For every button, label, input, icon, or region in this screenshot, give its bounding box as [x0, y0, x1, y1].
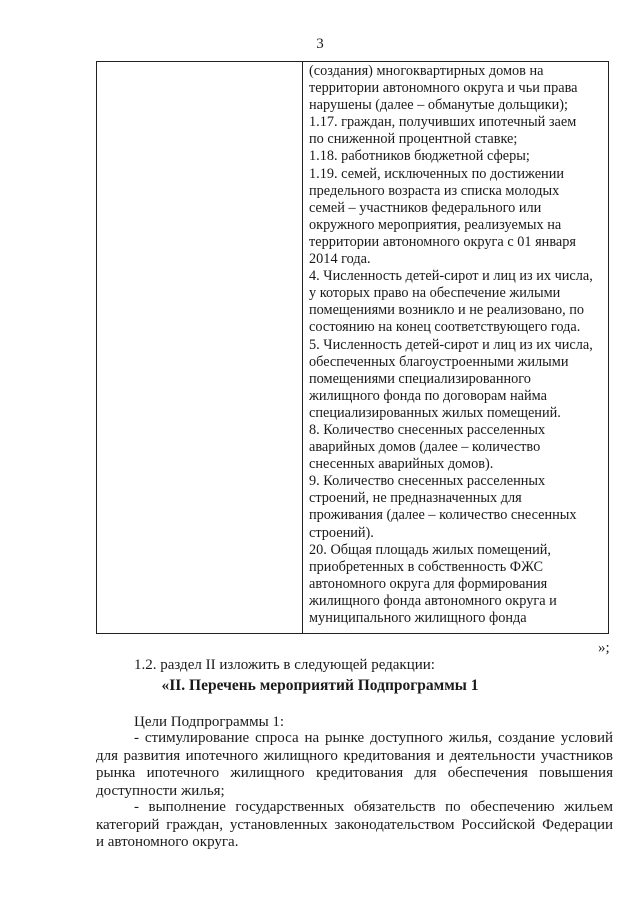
- cell-line: предельного возраста из списка молодых: [309, 182, 560, 199]
- closing-quote: »;: [598, 640, 610, 656]
- cell-line: 20. Общая площадь жилых помещений,: [309, 541, 551, 558]
- goals-label: Цели Подпрограммы 1:: [134, 714, 285, 730]
- table-left-cell: [97, 62, 302, 633]
- paragraph-line: - стимулирование спроса на рынке доступного жилья, создание условий: [134, 730, 613, 746]
- cell-line: строений).: [309, 524, 374, 541]
- cell-line: снесенных аварийных домов).: [309, 456, 494, 473]
- goal-2-paragraph: [96, 799, 613, 852]
- section-heading: «II. Перечень мероприятий Подпрограммы 1: [161, 677, 479, 694]
- cell-line: 1.17. граждан, получивших ипотечный заем: [309, 114, 577, 131]
- cell-line: приобретенных в собственность ФЖС: [309, 558, 544, 575]
- cell-line: 9. Количество снесенных расселенных: [309, 473, 546, 490]
- cell-line: аварийных домов (далее – количество: [309, 439, 541, 456]
- paragraph-line: для развития ипотечного жилищного кредитования и деятельности участников: [96, 747, 613, 764]
- paragraph-line: доступности жилья;: [96, 782, 225, 799]
- cell-line: семей – участников федерального или: [309, 199, 542, 216]
- amendment-clause: 1.2. раздел II изложить в следующей редакции:: [134, 657, 435, 673]
- page-number: 3: [316, 36, 324, 52]
- table-right-cell: [309, 63, 605, 627]
- cell-line: строений, не предназначенных для: [309, 490, 522, 507]
- table-column-divider: [302, 62, 303, 633]
- cell-line: нарушены (далее – обманутые дольщики);: [309, 97, 568, 114]
- cell-line: жилищного фонда автономного округа и: [309, 592, 557, 609]
- cell-line: обеспеченных благоустроенными жилыми: [309, 353, 569, 370]
- paragraph-line: и автономного округа.: [96, 834, 239, 851]
- cell-line: специализированных жилых помещений.: [309, 404, 561, 421]
- cell-line: территории автономного округа с 01 января: [309, 233, 576, 250]
- cell-line: 2014 года.: [309, 251, 371, 268]
- paragraph-line: категорий граждан, установленных законодательством Российской Федерации: [96, 816, 613, 833]
- cell-line: 1.18. работников бюджетной сферы;: [309, 148, 530, 165]
- cell-line: помещениями специализированного: [309, 370, 531, 387]
- cell-line: (создания) многоквартирных домов на: [309, 63, 544, 79]
- cell-line: по сниженной процентной ставке;: [309, 131, 518, 148]
- cell-line: территории автономного округа и чьи права: [309, 80, 578, 97]
- cell-line: 8. Количество снесенных расселенных: [309, 421, 546, 438]
- cell-line: 4. Численность детей-сирот и лиц из их числа,: [309, 268, 593, 285]
- paragraph-line: - выполнение государственных обязательств по обеспечению жильем: [134, 799, 613, 815]
- cell-line: окружного мероприятия, реализуемых на: [309, 216, 562, 233]
- cell-line: автономного округа для формирования: [309, 575, 548, 592]
- cell-line: муниципального жилищного фонда: [309, 610, 527, 626]
- cell-line: проживания (далее – количество снесенных: [309, 507, 577, 524]
- indicators-table: [96, 61, 609, 634]
- cell-line: 5. Численность детей-сирот и лиц из их числа,: [309, 336, 593, 353]
- cell-line: у которых право на обеспечение жилыми: [309, 285, 561, 302]
- cell-line: состоянию на конец соответствующего года.: [309, 319, 581, 336]
- cell-line: 1.19. семей, исключенных по достижении: [309, 165, 564, 182]
- paragraph-line: рынка ипотечного жилищного кредитования для обеспечения повышения: [96, 765, 613, 782]
- cell-line: жилищного фонда по договорам найма: [309, 387, 547, 404]
- goal-1-paragraph: [96, 730, 613, 800]
- cell-line: помещениями возникло и не реализовано, по: [309, 302, 585, 319]
